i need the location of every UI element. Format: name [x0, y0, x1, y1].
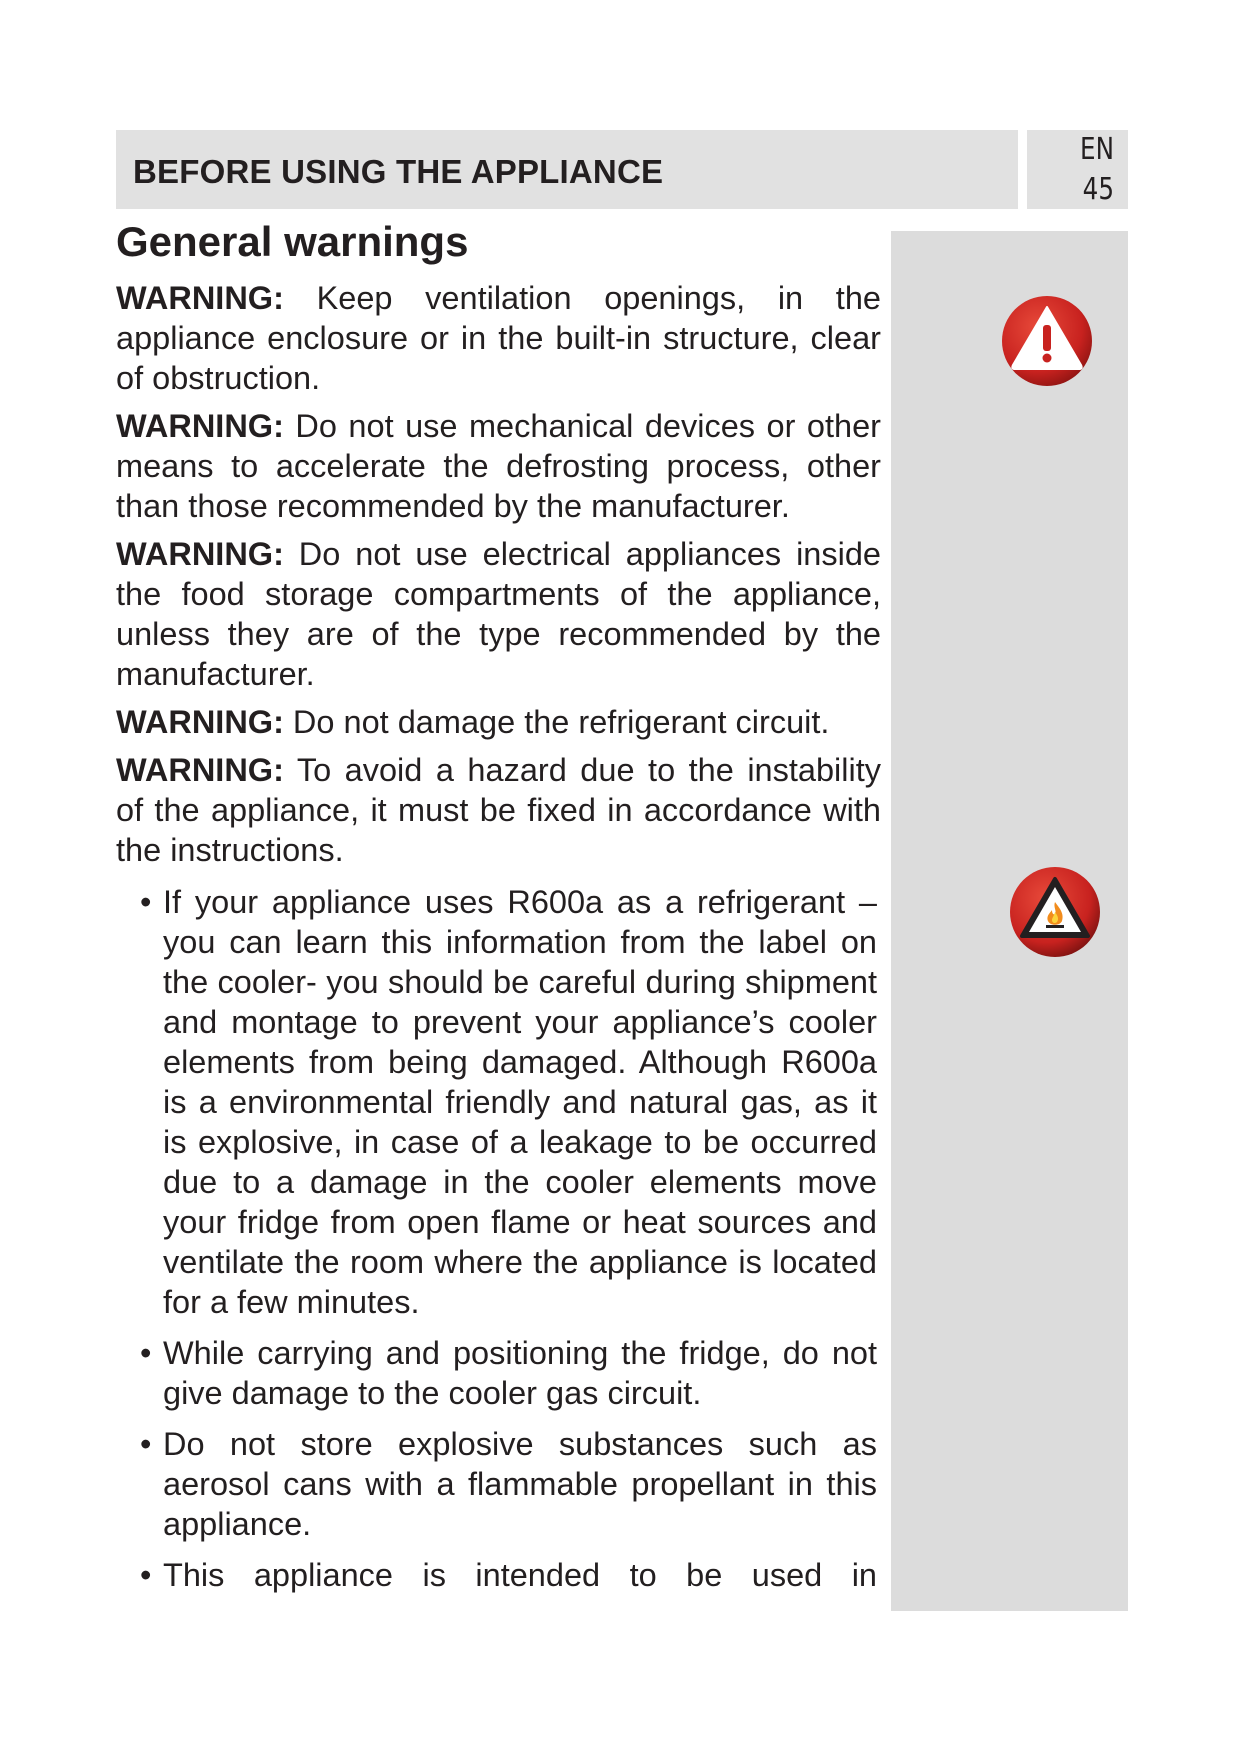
warning-paragraph: [116, 750, 881, 870]
bullet-text: If your appliance uses R600a as a refrigerant – you can learn this information from the label on the cooler- you should be careful during shipment and montage to prevent your appliance’s cooler elements from being damaged. Although R600a is a environmental friendly and natural gas, as it is explosive, in case of a leakage to be occurred due to a damage in the cooler elements move your fridge from open flame or heat sources and ventilate the room where the appliance is located for a few minutes.: [163, 884, 877, 1320]
list-item: [116, 1333, 877, 1413]
warning-paragraph: [116, 278, 881, 398]
warning-paragraph: [116, 406, 881, 526]
warning-label: WARNING:: [116, 536, 284, 572]
warning-label: WARNING:: [116, 408, 284, 444]
bullet-list: [116, 882, 881, 1595]
list-item: [116, 1424, 877, 1544]
section-header-bar: [116, 130, 1018, 209]
bullet-mark: •: [140, 1426, 152, 1462]
bullet-mark: •: [140, 1557, 152, 1593]
warning-text: Keep ventilation openings, in the appliance enclosure or in the built-in structure, clear of obstruction.: [116, 280, 881, 396]
flammable-icon: [1009, 866, 1101, 958]
bullet-text: While carrying and positioning the fridge, do not give damage to the cooler gas circuit.: [163, 1335, 877, 1411]
warning-label: WARNING:: [116, 280, 284, 316]
bullet-mark: •: [140, 1335, 152, 1371]
warning-label: WARNING:: [116, 704, 284, 740]
header-title: BEFORE USING THE APPLIANCE: [133, 152, 664, 190]
warning-text: Do not use electrical appliances inside the food storage compartments of the appliance, unless they are of the type recommended by the manufacturer.: [116, 536, 881, 692]
warning-paragraph: [116, 702, 881, 742]
page-number: 45: [1082, 172, 1114, 207]
bullet-text: This appliance is intended to be used in: [163, 1557, 877, 1593]
list-item: [116, 882, 877, 1322]
list-item: [116, 1555, 877, 1595]
language-page-box: [1027, 130, 1128, 209]
warning-text: Do not damage the refrigerant circuit.: [283, 704, 830, 740]
language-code: EN: [1080, 132, 1114, 167]
warning-icon: [1001, 295, 1093, 387]
bullet-mark: •: [140, 884, 152, 920]
warning-paragraph: [116, 534, 881, 694]
warning-text: Do not use mechanical devices or other means to accelerate the defrosting process, other than those recommended by the manufacturer.: [116, 408, 881, 524]
warning-text: To avoid a hazard due to the instability of the appliance, it must be fixed in accordance with the instructions.: [116, 752, 881, 868]
bullet-text: Do not store explosive substances such as aerosol cans with a flammable propellant in this appliance.: [163, 1426, 877, 1542]
main-content: [116, 216, 881, 1606]
section-title: General warnings: [116, 218, 469, 265]
warning-label: WARNING:: [116, 752, 284, 788]
